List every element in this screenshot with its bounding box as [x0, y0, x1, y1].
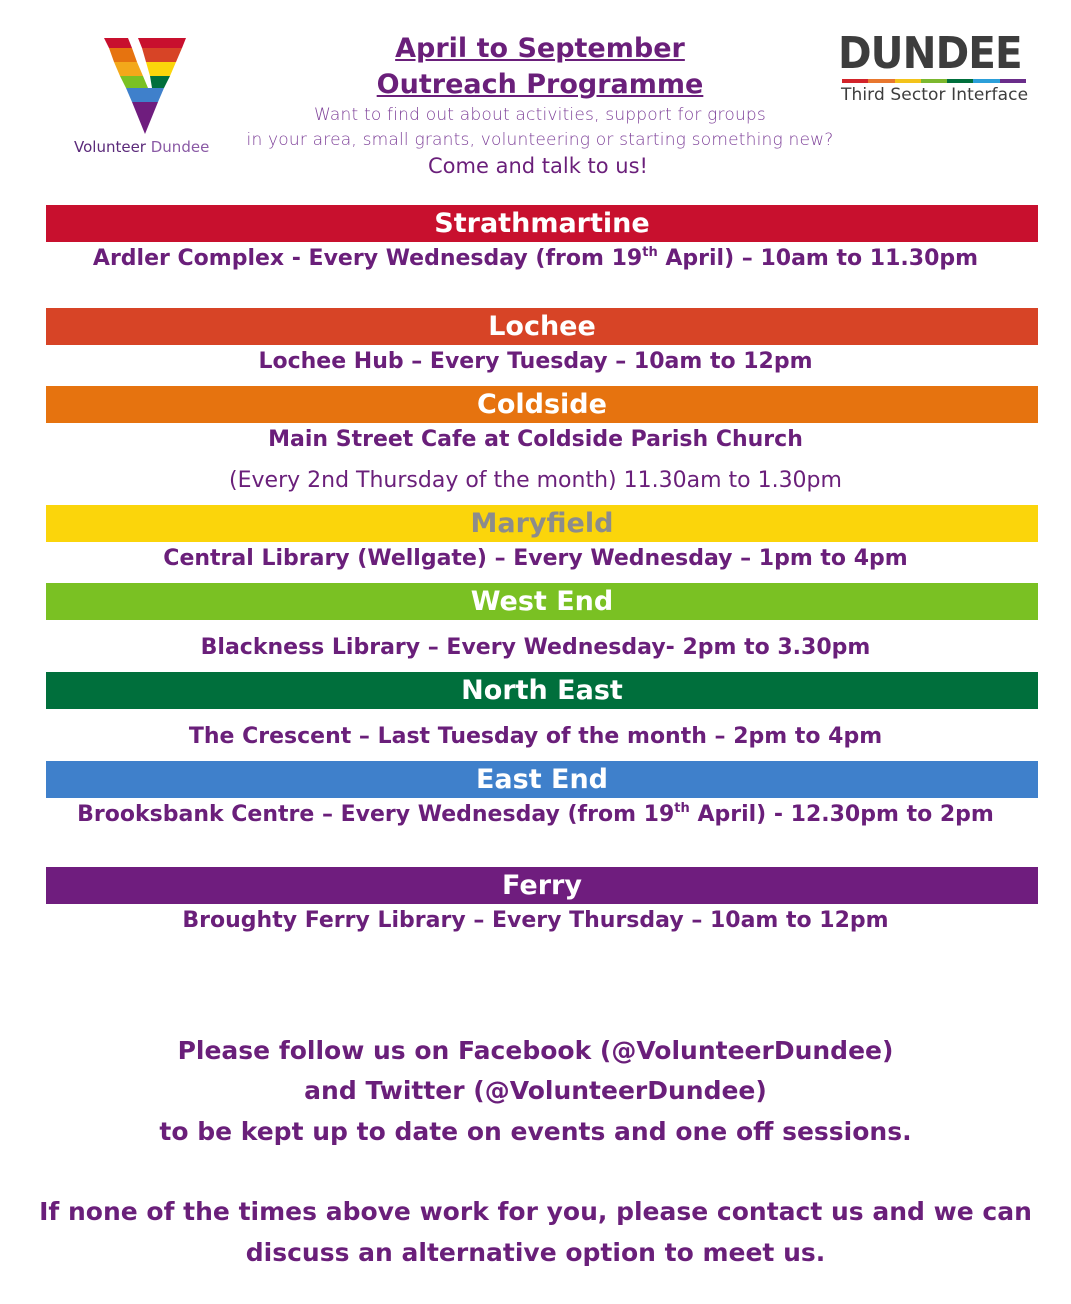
area-band-ferry: Ferry	[46, 867, 1038, 904]
tsi-bar-5	[947, 79, 973, 83]
area-session-lochee: Lochee Hub – Every Tuesday – 10am to 12pm	[258, 349, 813, 374]
area-session-coldside: Main Street Cafe at Coldside Parish Church	[268, 427, 803, 452]
follow-line1: Please follow us on Facebook (@VolunteerDundee)	[177, 1036, 894, 1065]
rainbow-v-icon	[104, 36, 186, 136]
call-to-action: Come and talk to us!	[428, 154, 648, 178]
area-band-strathmartine: Strathmartine	[46, 205, 1038, 242]
tsi-bar-1	[842, 79, 868, 83]
area-band-coldside: Coldside	[46, 386, 1038, 423]
area-band-maryfield: Maryfield	[46, 505, 1038, 542]
tsi-bar-2	[868, 79, 894, 83]
volunteer-dundee-wordmark: Volunteer Dundee	[74, 138, 210, 156]
area-band-north-east: North East	[46, 672, 1038, 709]
area-session-maryfield: Central Library (Wellgate) – Every Wednesday – 1pm to 4pm	[163, 546, 908, 571]
contact-line1: If none of the times above work for you, please contact us and we can	[39, 1197, 1032, 1226]
dundee-tsi-logo	[836, 28, 1032, 108]
page-title-line1: April to September	[395, 33, 685, 64]
intro-line2: in your area, small grants, volunteering or starting something new?	[246, 130, 834, 150]
area-session-strathmartine: Ardler Complex - Every Wednesday (from 19th April) – 10am to 11.30pm	[92, 245, 979, 271]
intro-line1: Want to find out about activities, support for groups	[314, 105, 766, 125]
tsi-bar-6	[973, 79, 999, 83]
follow-line3: to be kept up to date on events and one off sessions.	[159, 1117, 912, 1146]
volunteer-dundee-logo	[70, 36, 220, 160]
tsi-logo-name: DUNDEE	[838, 28, 1022, 79]
tsi-bar-4	[921, 79, 947, 83]
area-band-east-end: East End	[46, 761, 1038, 798]
area-session-west-end: Blackness Library – Every Wednesday- 2pm to 3.30pm	[200, 635, 871, 660]
tsi-color-bars	[842, 79, 1026, 83]
area-session-east-end: Brooksbank Centre – Every Wednesday (from 19th April) - 12.30pm to 2pm	[77, 801, 994, 827]
tsi-bar-7	[1000, 79, 1026, 83]
follow-line2: and Twitter (@VolunteerDundee)	[304, 1076, 767, 1105]
contact-line2: discuss an alternative option to meet us.	[245, 1238, 826, 1267]
tsi-logo-subtitle: Third Sector Interface	[841, 85, 1029, 105]
area-session-ferry: Broughty Ferry Library – Every Thursday – 10am to 12pm	[182, 908, 889, 933]
area-session-north-east: The Crescent – Last Tuesday of the month – 2pm to 4pm	[188, 724, 883, 749]
area-band-lochee: Lochee	[46, 308, 1038, 345]
tsi-bar-3	[895, 79, 921, 83]
page-title-line2: Outreach Programme	[376, 69, 704, 100]
area-session-coldside-detail: (Every 2nd Thursday of the month) 11.30am to 1.30pm	[229, 468, 842, 493]
area-band-west-end: West End	[46, 583, 1038, 620]
